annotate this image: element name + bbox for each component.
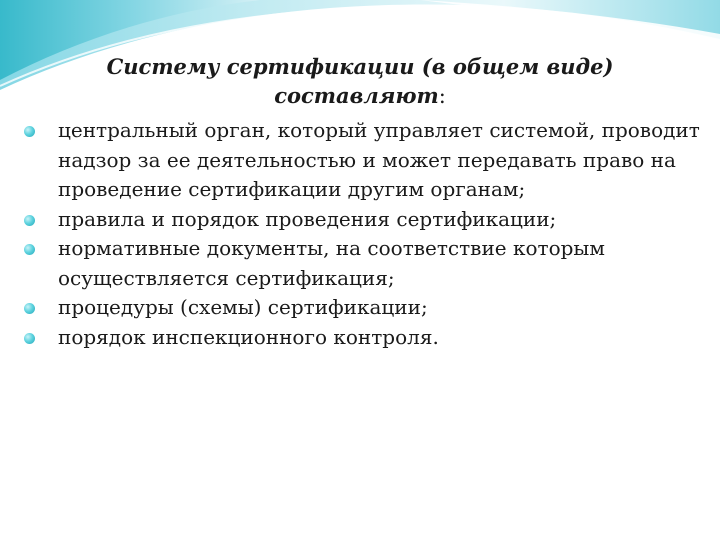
list-item [22,234,702,293]
list-item [22,116,702,205]
bullet-list [22,116,702,352]
bullet-dot-icon [24,244,35,255]
list-item [22,293,702,323]
title-colon: : [438,84,446,108]
list-item-text: правила и порядок проведения сертификации; [58,206,557,231]
list-item-text: центральный орган, который управляет системой, проводит надзор за ее деятельностью и может передавать право на проведение сертификации другим органам; [58,118,700,201]
bullet-dot-icon [24,303,35,314]
bullet-dot-icon [24,215,35,226]
list-item-text: порядок инспекционного контроля. [58,324,439,349]
bullet-dot-icon [24,333,35,344]
slide-title [60,52,660,111]
list-item [22,205,702,235]
title-text: Систему сертификации (в общем виде) составляют [106,54,614,108]
list-item-text: нормативные документы, на соответствие которым осуществляется сертификация; [58,236,605,290]
list-item [22,323,702,353]
bullet-dot-icon [24,126,35,137]
list-item-text: процедуры (схемы) сертификации; [58,295,428,319]
